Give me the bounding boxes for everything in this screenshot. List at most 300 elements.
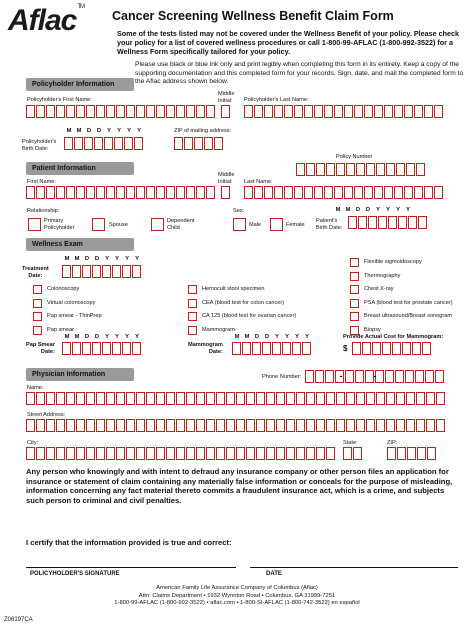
exam-option[interactable] (33, 310, 102, 323)
char-box[interactable] (146, 447, 155, 460)
char-box[interactable] (106, 392, 115, 405)
exam-option[interactable] (188, 297, 296, 310)
char-box[interactable] (82, 265, 91, 278)
char-box[interactable] (122, 342, 131, 355)
char-box[interactable] (406, 419, 415, 432)
char-box[interactable] (136, 392, 145, 405)
char-box[interactable] (356, 163, 365, 176)
char-box[interactable] (402, 342, 411, 355)
char-box[interactable] (394, 105, 403, 118)
char-box[interactable] (76, 105, 85, 118)
char-box[interactable] (112, 265, 121, 278)
exam-option[interactable] (350, 270, 453, 283)
char-box[interactable] (116, 186, 125, 199)
char-box[interactable] (106, 447, 115, 460)
char-box[interactable] (236, 447, 245, 460)
char-box[interactable] (102, 265, 111, 278)
char-box[interactable] (326, 447, 335, 460)
char-box[interactable] (226, 392, 235, 405)
char-box[interactable] (376, 419, 385, 432)
char-box[interactable] (388, 216, 397, 229)
char-box[interactable] (314, 105, 323, 118)
char-box[interactable] (296, 447, 305, 460)
char-box[interactable] (417, 447, 426, 460)
char-box[interactable] (264, 186, 273, 199)
char-box[interactable] (427, 447, 436, 460)
char-box[interactable] (156, 392, 165, 405)
exam-checkbox[interactable] (188, 326, 197, 335)
char-box[interactable] (86, 186, 95, 199)
char-box[interactable] (74, 137, 83, 150)
char-box[interactable] (56, 105, 65, 118)
exam-option[interactable] (350, 297, 453, 310)
char-box[interactable] (72, 342, 81, 355)
char-box[interactable] (56, 392, 65, 405)
char-box[interactable] (106, 186, 115, 199)
exam-checkbox[interactable] (33, 299, 42, 308)
char-box[interactable] (256, 392, 265, 405)
char-box[interactable] (345, 370, 354, 383)
ph-middle-initial-box[interactable] (221, 105, 231, 118)
char-box[interactable] (396, 419, 405, 432)
city-boxes[interactable] (26, 447, 336, 460)
char-box[interactable] (376, 163, 385, 176)
char-box[interactable] (92, 342, 101, 355)
char-box[interactable] (364, 186, 373, 199)
char-box[interactable] (46, 186, 55, 199)
char-box[interactable] (236, 419, 245, 432)
char-box[interactable] (356, 419, 365, 432)
char-box[interactable] (392, 342, 401, 355)
char-box[interactable] (296, 392, 305, 405)
char-box[interactable] (232, 342, 241, 355)
char-box[interactable] (56, 419, 65, 432)
char-box[interactable] (256, 419, 265, 432)
char-box[interactable] (353, 447, 362, 460)
char-box[interactable] (386, 419, 395, 432)
char-box[interactable] (334, 186, 343, 199)
char-box[interactable] (286, 447, 295, 460)
char-box[interactable] (356, 392, 365, 405)
char-box[interactable] (242, 342, 251, 355)
char-box[interactable] (76, 186, 85, 199)
char-box[interactable] (418, 216, 427, 229)
char-box[interactable] (146, 105, 155, 118)
char-box[interactable] (184, 137, 193, 150)
char-box[interactable] (414, 186, 423, 199)
char-box[interactable] (364, 105, 373, 118)
char-box[interactable] (176, 186, 185, 199)
char-box[interactable] (346, 163, 355, 176)
char-box[interactable] (406, 392, 415, 405)
char-box[interactable] (316, 419, 325, 432)
char-box[interactable] (282, 342, 291, 355)
char-box[interactable] (26, 419, 35, 432)
policy-number-boxes[interactable] (296, 163, 426, 176)
char-box[interactable] (216, 392, 225, 405)
char-box[interactable] (176, 392, 185, 405)
char-box[interactable] (434, 186, 443, 199)
char-box[interactable] (397, 447, 406, 460)
char-box[interactable] (116, 447, 125, 460)
exam-checkbox[interactable] (33, 312, 42, 321)
char-box[interactable] (346, 419, 355, 432)
exam-option[interactable] (350, 310, 453, 323)
char-box[interactable] (256, 447, 265, 460)
char-box[interactable] (221, 105, 230, 118)
exam-checkbox[interactable] (350, 258, 359, 267)
char-box[interactable] (316, 447, 325, 460)
char-box[interactable] (266, 447, 275, 460)
char-box[interactable] (36, 105, 45, 118)
char-box[interactable] (66, 447, 75, 460)
char-box[interactable] (116, 419, 125, 432)
char-box[interactable] (116, 105, 125, 118)
char-box[interactable] (122, 265, 131, 278)
char-box[interactable] (296, 163, 305, 176)
char-box[interactable] (416, 392, 425, 405)
exam-checkbox[interactable] (188, 299, 197, 308)
char-box[interactable] (186, 105, 195, 118)
exam-option[interactable] (350, 283, 453, 296)
pap-date-boxes[interactable] (62, 342, 142, 355)
char-box[interactable] (284, 186, 293, 199)
char-box[interactable] (354, 186, 363, 199)
char-box[interactable] (112, 342, 121, 355)
char-box[interactable] (196, 186, 205, 199)
char-box[interactable] (385, 370, 394, 383)
char-box[interactable] (196, 105, 205, 118)
char-box[interactable] (254, 105, 263, 118)
char-box[interactable] (176, 447, 185, 460)
char-box[interactable] (315, 370, 324, 383)
char-box[interactable] (206, 419, 215, 432)
char-box[interactable] (336, 419, 345, 432)
char-box[interactable] (94, 137, 103, 150)
char-box[interactable] (136, 419, 145, 432)
char-box[interactable] (166, 419, 175, 432)
char-box[interactable] (166, 186, 175, 199)
char-box[interactable] (306, 392, 315, 405)
date-line[interactable] (250, 567, 458, 568)
char-box[interactable] (362, 342, 371, 355)
pt-last-name-boxes[interactable] (244, 186, 444, 199)
ph-first-name-boxes[interactable] (26, 105, 216, 118)
char-box[interactable] (76, 447, 85, 460)
char-box[interactable] (36, 392, 45, 405)
char-box[interactable] (114, 137, 123, 150)
char-box[interactable] (344, 186, 353, 199)
char-box[interactable] (346, 392, 355, 405)
char-box[interactable] (384, 105, 393, 118)
char-box[interactable] (66, 186, 75, 199)
char-box[interactable] (366, 419, 375, 432)
char-box[interactable] (146, 419, 155, 432)
char-box[interactable] (96, 186, 105, 199)
char-box[interactable] (84, 137, 93, 150)
spouse-checkbox[interactable] (92, 218, 105, 231)
char-box[interactable] (266, 392, 275, 405)
char-box[interactable] (436, 419, 445, 432)
exam-checkbox[interactable] (350, 285, 359, 294)
char-box[interactable] (186, 392, 195, 405)
char-box[interactable] (252, 342, 261, 355)
char-box[interactable] (126, 105, 135, 118)
char-box[interactable] (336, 163, 345, 176)
ph-birth-date-boxes[interactable] (64, 137, 144, 150)
char-box[interactable] (343, 447, 352, 460)
char-box[interactable] (435, 370, 444, 383)
char-box[interactable] (86, 447, 95, 460)
char-box[interactable] (206, 392, 215, 405)
char-box[interactable] (326, 419, 335, 432)
char-box[interactable] (352, 342, 361, 355)
char-box[interactable] (374, 105, 383, 118)
char-box[interactable] (434, 105, 443, 118)
char-box[interactable] (156, 419, 165, 432)
char-box[interactable] (336, 392, 345, 405)
char-box[interactable] (404, 186, 413, 199)
char-box[interactable] (406, 163, 415, 176)
exam-checkbox[interactable] (188, 285, 197, 294)
char-box[interactable] (146, 392, 155, 405)
char-box[interactable] (412, 342, 421, 355)
char-box[interactable] (394, 186, 403, 199)
char-box[interactable] (386, 163, 395, 176)
char-box[interactable] (274, 105, 283, 118)
char-box[interactable] (196, 392, 205, 405)
char-box[interactable] (56, 447, 65, 460)
char-box[interactable] (424, 105, 433, 118)
char-box[interactable] (156, 447, 165, 460)
char-box[interactable] (416, 163, 425, 176)
char-box[interactable] (405, 370, 414, 383)
char-box[interactable] (436, 392, 445, 405)
char-box[interactable] (348, 216, 357, 229)
char-box[interactable] (196, 419, 205, 432)
char-box[interactable] (244, 186, 253, 199)
char-box[interactable] (366, 392, 375, 405)
char-box[interactable] (196, 447, 205, 460)
char-box[interactable] (174, 137, 183, 150)
exam-checkbox[interactable] (350, 299, 359, 308)
treatment-date-boxes[interactable] (62, 265, 142, 278)
exam-checkbox[interactable] (33, 285, 42, 294)
physician-name-boxes[interactable] (26, 392, 446, 405)
char-box[interactable] (382, 342, 391, 355)
char-box[interactable] (46, 419, 55, 432)
char-box[interactable] (86, 392, 95, 405)
exam-checkbox[interactable] (33, 326, 42, 335)
char-box[interactable] (326, 163, 335, 176)
char-box[interactable] (96, 105, 105, 118)
char-box[interactable] (64, 137, 73, 150)
char-box[interactable] (26, 105, 35, 118)
char-box[interactable] (306, 419, 315, 432)
char-box[interactable] (395, 370, 404, 383)
char-box[interactable] (264, 105, 273, 118)
char-box[interactable] (284, 105, 293, 118)
char-box[interactable] (424, 186, 433, 199)
char-box[interactable] (36, 419, 45, 432)
char-box[interactable] (304, 186, 313, 199)
char-box[interactable] (66, 392, 75, 405)
char-box[interactable] (305, 370, 314, 383)
char-box[interactable] (398, 216, 407, 229)
char-box[interactable] (396, 163, 405, 176)
char-box[interactable] (126, 447, 135, 460)
char-box[interactable] (126, 419, 135, 432)
signature-line[interactable] (26, 567, 236, 568)
char-box[interactable] (146, 186, 155, 199)
char-box[interactable] (396, 392, 405, 405)
char-box[interactable] (136, 105, 145, 118)
char-box[interactable] (46, 105, 55, 118)
char-box[interactable] (407, 447, 416, 460)
char-box[interactable] (56, 186, 65, 199)
char-box[interactable] (124, 137, 133, 150)
char-box[interactable] (326, 392, 335, 405)
female-checkbox[interactable] (270, 218, 283, 231)
char-box[interactable] (76, 419, 85, 432)
mammogram-date-boxes[interactable] (232, 342, 312, 355)
char-box[interactable] (246, 392, 255, 405)
char-box[interactable] (26, 447, 35, 460)
char-box[interactable] (355, 370, 364, 383)
char-box[interactable] (96, 419, 105, 432)
char-box[interactable] (96, 392, 105, 405)
exam-option[interactable] (350, 256, 453, 269)
char-box[interactable] (176, 419, 185, 432)
pt-middle-initial-box[interactable] (221, 186, 231, 199)
char-box[interactable] (426, 392, 435, 405)
exam-option[interactable] (188, 310, 296, 323)
char-box[interactable] (254, 186, 263, 199)
char-box[interactable] (415, 370, 424, 383)
char-box[interactable] (306, 163, 315, 176)
char-box[interactable] (166, 447, 175, 460)
char-box[interactable] (102, 342, 111, 355)
char-box[interactable] (106, 419, 115, 432)
char-box[interactable] (304, 105, 313, 118)
char-box[interactable] (404, 105, 413, 118)
char-box[interactable] (236, 392, 245, 405)
char-box[interactable] (384, 186, 393, 199)
char-box[interactable] (294, 186, 303, 199)
char-box[interactable] (244, 105, 253, 118)
char-box[interactable] (214, 137, 223, 150)
char-box[interactable] (246, 419, 255, 432)
char-box[interactable] (62, 342, 71, 355)
exam-checkbox[interactable] (188, 312, 197, 321)
char-box[interactable] (376, 392, 385, 405)
char-box[interactable] (126, 186, 135, 199)
char-box[interactable] (62, 265, 71, 278)
char-box[interactable] (156, 186, 165, 199)
char-box[interactable] (276, 447, 285, 460)
char-box[interactable] (36, 447, 45, 460)
char-box[interactable] (294, 105, 303, 118)
pt-first-name-boxes[interactable] (26, 186, 216, 199)
char-box[interactable] (216, 447, 225, 460)
dependent-child-checkbox[interactable] (151, 218, 164, 231)
char-box[interactable] (386, 392, 395, 405)
char-box[interactable] (72, 265, 81, 278)
char-box[interactable] (416, 419, 425, 432)
char-box[interactable] (374, 186, 383, 199)
exam-checkbox[interactable] (350, 272, 359, 281)
char-box[interactable] (276, 392, 285, 405)
char-box[interactable] (324, 105, 333, 118)
char-box[interactable] (36, 186, 45, 199)
char-box[interactable] (66, 419, 75, 432)
street-address-boxes[interactable] (26, 419, 446, 432)
char-box[interactable] (302, 342, 311, 355)
exam-option[interactable] (188, 283, 296, 296)
ph-last-name-boxes[interactable] (244, 105, 444, 118)
char-box[interactable] (246, 447, 255, 460)
char-box[interactable] (176, 105, 185, 118)
char-box[interactable] (387, 447, 396, 460)
char-box[interactable] (292, 342, 301, 355)
char-box[interactable] (316, 163, 325, 176)
char-box[interactable] (266, 419, 275, 432)
char-box[interactable] (425, 370, 434, 383)
char-box[interactable] (166, 105, 175, 118)
mammogram-cost-boxes[interactable] (352, 342, 432, 355)
exam-checkbox[interactable] (350, 312, 359, 321)
male-checkbox[interactable] (233, 218, 246, 231)
char-box[interactable] (276, 419, 285, 432)
char-box[interactable] (132, 342, 141, 355)
char-box[interactable] (366, 163, 375, 176)
char-box[interactable] (86, 419, 95, 432)
char-box[interactable] (76, 392, 85, 405)
char-box[interactable] (186, 419, 195, 432)
char-box[interactable] (296, 419, 305, 432)
physician-zip-boxes[interactable] (387, 447, 437, 460)
char-box[interactable] (272, 342, 281, 355)
char-box[interactable] (226, 419, 235, 432)
pt-birth-date-boxes[interactable] (348, 216, 428, 229)
char-box[interactable] (186, 186, 195, 199)
char-box[interactable] (221, 186, 230, 199)
char-box[interactable] (104, 137, 113, 150)
char-box[interactable] (82, 342, 91, 355)
char-box[interactable] (426, 419, 435, 432)
char-box[interactable] (422, 342, 431, 355)
char-box[interactable] (86, 105, 95, 118)
char-box[interactable] (186, 447, 195, 460)
char-box[interactable] (26, 186, 35, 199)
char-box[interactable] (372, 342, 381, 355)
exam-option[interactable] (33, 283, 102, 296)
char-box[interactable] (96, 447, 105, 460)
char-box[interactable] (216, 419, 225, 432)
state-boxes[interactable] (343, 447, 363, 460)
char-box[interactable] (262, 342, 271, 355)
char-box[interactable] (116, 392, 125, 405)
char-box[interactable] (132, 265, 141, 278)
char-box[interactable] (134, 137, 143, 150)
char-box[interactable] (324, 186, 333, 199)
char-box[interactable] (194, 137, 203, 150)
char-box[interactable] (166, 392, 175, 405)
char-box[interactable] (92, 265, 101, 278)
char-box[interactable] (126, 392, 135, 405)
char-box[interactable] (368, 216, 377, 229)
char-box[interactable] (136, 186, 145, 199)
